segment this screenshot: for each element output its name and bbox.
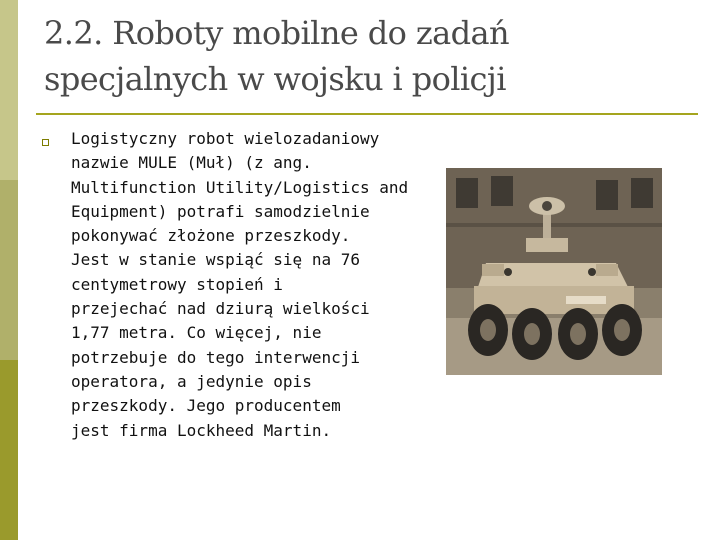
body-line: pokonywać złożone przeszkody. [71, 226, 351, 246]
body-line: Multifunction Utility/Logistics and [71, 177, 409, 197]
body-line: jest firma Lockheed Martin. [71, 420, 332, 440]
slide-title-line-2: specjalnych w wojsku i policji [44, 60, 506, 98]
slide-title-line-1: 2.2. Roboty mobilne do zadań [44, 14, 509, 52]
body-line: przeszkody. Jego producentem [71, 396, 341, 416]
body-line: przejechać nad dziurą wielkości [71, 299, 370, 319]
body-line: centymetrowy stopień i [71, 274, 283, 294]
slide-title [44, 10, 684, 102]
bullet-paragraph [71, 127, 441, 443]
left-accent-strip-top [0, 0, 18, 180]
body-line: operatora, a jedynie opis [71, 371, 312, 391]
left-accent-strip-bottom [0, 360, 18, 540]
body-line: potrzebuje do tego interwencji [71, 347, 360, 367]
square-bullet-icon [42, 139, 49, 146]
mule-robot-illustration [446, 168, 662, 375]
body-line: 1,77 metra. Co więcej, nie [71, 323, 322, 343]
left-accent-strip-middle [0, 180, 18, 360]
title-divider [36, 113, 698, 115]
body-line: Equipment) potrafi samodzielnie [71, 201, 370, 221]
body-line: Jest w stanie wspiąć się na 76 [71, 250, 360, 270]
body-line: Logistyczny robot wielozadaniowy [71, 129, 380, 148]
body-line: nazwie MULE (Muł) (z ang. [71, 153, 312, 173]
mule-robot-photo [446, 168, 662, 375]
